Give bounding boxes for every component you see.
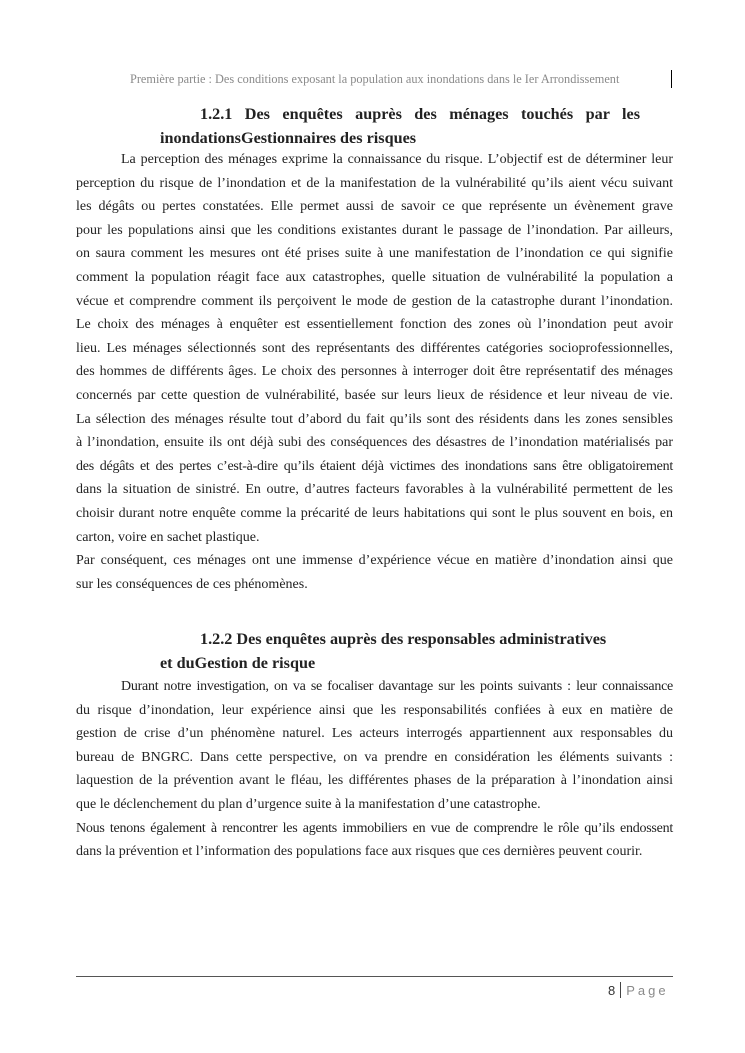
paragraph-line: bureau de BNGRC. Dans cette perspective, on va prendre en considération les éléments suivants :	[76, 749, 673, 765]
paragraph-line: Durant notre investigation, on va se focaliser davantage sur les points suivants : leur connaissance	[121, 679, 673, 694]
paragraph-line: pour les populations ainsi que les conditions existantes durant le passage de l’inondation. Par ailleurs,	[76, 222, 673, 238]
section-2-heading-cont: et duGestion de risque	[160, 654, 316, 672]
paragraph-line: gestion de crise d’un phénomène naturel. Les acteurs interrogés appartiennent aux responsables du	[76, 726, 673, 742]
paragraph-line: comment la population réagit face aux catastrophes, quelle situation de vulnérabilité la population a	[76, 269, 673, 285]
paragraph-line: La perception des ménages exprime la connaissance du risque. L’objectif est de déterminer leur	[121, 152, 673, 167]
paragraph-line: Par conséquent, ces ménages ont une immense d’expérience vécue en matière d’inondation ainsi que	[76, 553, 673, 569]
paragraph-line: lieu. Les ménages sélectionnés sont des représentants des différentes catégories socioprofessionnelles,	[76, 340, 673, 356]
paragraph-line: choisir durant notre enquête comme la précarité de leurs habitations qui sont le plus souvent en bois, en	[76, 505, 673, 521]
header-divider	[671, 70, 672, 88]
running-header: Première partie : Des conditions exposant la population aux inondations dans le Ier Arrondissement	[130, 72, 620, 86]
paragraph-line: carton, voire en sachet plastique.	[76, 529, 260, 545]
paragraph-line: dans la situation de sinistré. En outre, d’autres facteurs favorables à la vulnérabilité permettent de les	[76, 482, 673, 498]
paragraph-line: perception du risque de l’inondation et de la manifestation de la vulnérabilité qu’ils aient vécu suivant	[76, 175, 673, 191]
paragraph-line: Le choix des ménages à enquêter est essentiellement fonction des zones où l’inondation peut avoir	[76, 317, 673, 333]
section-2-body	[76, 675, 673, 864]
page-label: Page	[626, 983, 669, 998]
paragraph-line: les dégâts ou pertes constatées. Elle permet aussi de savoir ce que représente un évènement grave	[76, 199, 673, 215]
paragraph-line: laquestion de la prévention avant le fléau, les différentes phases de la préparation à l’inondation ainsi	[76, 773, 673, 789]
page-number: 8	[608, 983, 616, 998]
paragraph-line: on saura comment les mesures ont été prises suite à une manifestation de l’inondation ce qui signifie	[76, 246, 673, 262]
paragraph-line: à l’inondation, ensuite ils ont déjà subi des conséquences des désastres de l’inondation matérialisés par	[76, 435, 673, 451]
section-1-heading-cont: inondationsGestionnaires des risques	[160, 129, 417, 147]
paragraph-line: La sélection des ménages résulte tout d’abord du fait qu’ils sont des résidents dans les zones sensibles	[76, 411, 673, 427]
section-1-body	[76, 148, 673, 596]
paragraph-line: des dégâts et des pertes c’est-à-dire qu’ils étaient déjà victimes des inondations sans être obligatoirement	[76, 458, 673, 474]
paragraph-line: concernés par cette question de vulnérabilité, basée sur leurs lieux de résidence et leur niveau de vie.	[76, 387, 673, 403]
paragraph-line: que le déclenchement du plan d’urgence suite à la manifestation d’une catastrophe.	[76, 796, 541, 812]
paragraph-line: sur les conséquences de ces phénomènes.	[76, 576, 308, 592]
footer-divider	[76, 976, 673, 977]
paragraph-line: du risque d’inondation, leur expérience ainsi que les responsabilités confiées à eux en matière de	[76, 702, 673, 718]
section-1-heading: 1.2.1 Des enquêtes auprès des ménages touchés par les	[200, 105, 640, 123]
paragraph-line: dans la prévention et l’information des populations face aux risques que ces dernières peuvent courir.	[76, 844, 643, 860]
footer-separator	[620, 982, 621, 998]
paragraph-line: vécue et comprendre comment ils perçoivent le mode de gestion de la catastrophe durant l’inondation.	[76, 293, 673, 309]
paragraph-line: Nous tenons également à rencontrer les agents immobiliers en vue de comprendre le rôle qu’ils endossent	[76, 820, 673, 836]
page-footer	[608, 982, 669, 998]
paragraph-line: des hommes de différents âges. Le choix des personnes à interroger doit être représentatif des ménages	[76, 364, 673, 380]
section-2-heading: 1.2.2 Des enquêtes auprès des responsables administratives	[200, 630, 607, 648]
